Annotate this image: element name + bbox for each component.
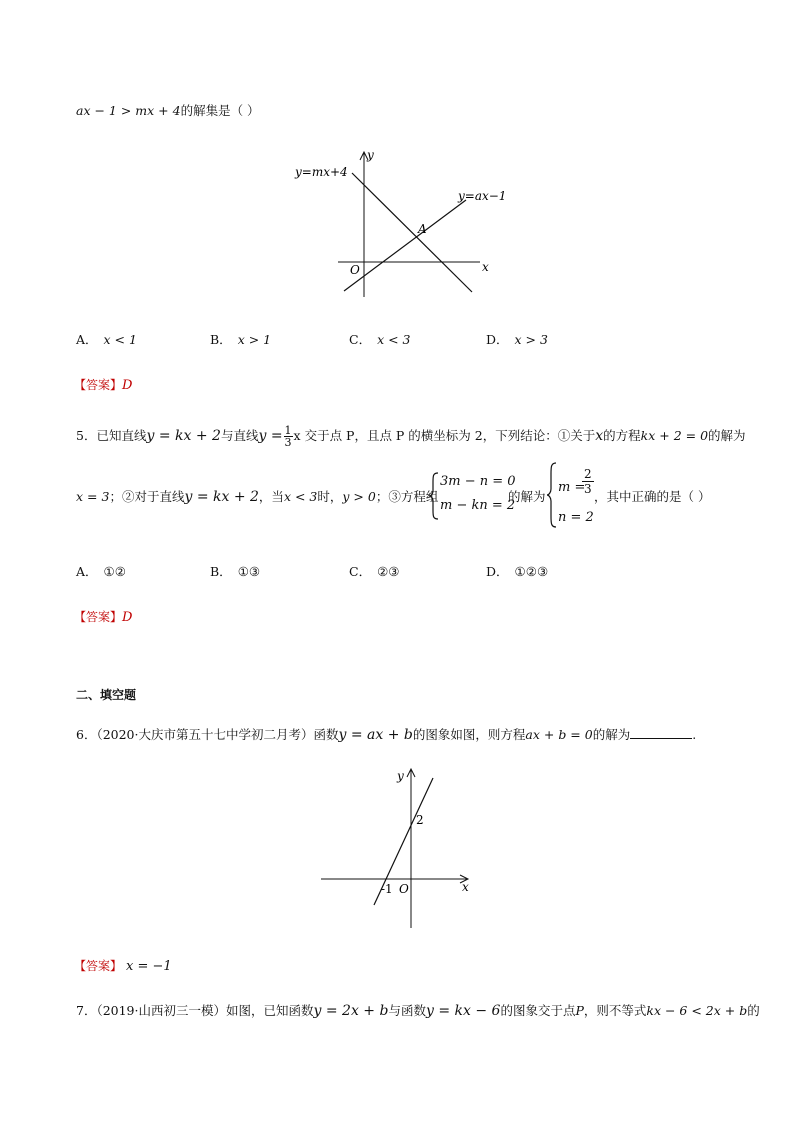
q4-stem-text: 的解集是（ ） xyxy=(180,103,260,118)
q6-answer-label: 【答案】 xyxy=(74,959,123,973)
q4-point-a-label: A xyxy=(418,222,427,236)
q4-option-c[interactable]: C． x < 3 xyxy=(349,332,411,347)
q6-x-label: x xyxy=(462,880,469,894)
q5-system-2-frac: 2 3 xyxy=(584,467,592,496)
q6-stem: 6．（2020·大庆市第五十七中学初二月考）函数y = ax + b的图象如图，则方程ax + b = 0的解为 . xyxy=(76,727,697,743)
q4-option-d[interactable]: D． x > 3 xyxy=(486,332,548,347)
section-title-fill-in: 二、填空题 xyxy=(76,688,137,702)
q4-option-a[interactable]: A． x < 1 xyxy=(76,332,137,347)
q4-line-mx4 xyxy=(352,173,472,292)
q7-stem: 7．（2019·山西初三一模）如图，已知函数y = 2x + b与函数y = kx − 6的图象交于点P，则不等式kx − 6 < 2x + b的 xyxy=(76,1003,760,1019)
q5-system-2-m: m = xyxy=(558,480,586,495)
q5-system-1 xyxy=(428,472,516,520)
q4-option-b[interactable]: B． x > 1 xyxy=(210,332,272,347)
q6-answer-value: x = −1 xyxy=(126,959,172,974)
q6-y-label: y xyxy=(397,769,404,783)
q5-line1: 5．已知直线y = kx + 2与直线y = $\frac{1}{3}$ x 交于点 P，且点 P 的横坐标为 2，下列结论：①关于x的方程kx + 2 = 0的解为 xyxy=(76,424,746,449)
q5-option-a[interactable]: A． ①② xyxy=(76,564,126,579)
q5-system-2-brace xyxy=(546,462,558,528)
q4-x-label: x xyxy=(482,260,489,274)
q6-answer xyxy=(74,955,172,974)
q4-origin-label: O xyxy=(350,263,360,277)
q4-y-label: y xyxy=(367,148,374,162)
q4-stem-math: ax − 1 > mx + 4 xyxy=(76,103,181,118)
q6-graph xyxy=(315,762,480,932)
q4-answer-label: 【答案】 xyxy=(74,378,123,392)
q4-answer xyxy=(74,374,132,393)
q5-line2-end: ，其中正确的是（ ） xyxy=(594,489,711,504)
q4-label-mx4: y=mx+4 xyxy=(295,165,348,179)
q4-stem xyxy=(76,102,260,120)
q4-answer-value: D xyxy=(122,378,133,393)
q5-fraction: $\frac{1}{3}$ xyxy=(284,424,292,449)
q6-answer-blank[interactable] xyxy=(630,726,692,739)
q5-answer-value: D xyxy=(122,610,133,625)
q5-line2-sol: 的解为 xyxy=(508,489,546,504)
q5-system-1-eq1: 3m − n = 0 xyxy=(440,474,516,489)
q4-line-ax1 xyxy=(344,200,466,291)
q5-system-2-n: n = 2 xyxy=(558,510,594,525)
q5-option-d[interactable]: D． ①②③ xyxy=(486,564,549,579)
q6-origin-label: O xyxy=(399,882,409,896)
q5-answer xyxy=(74,606,132,625)
q6-y-intercept-label: 2 xyxy=(416,813,424,827)
q5-system-1-brace xyxy=(428,472,440,520)
q5-system-1-eq2: m − kn = 2 xyxy=(440,498,516,513)
q4-label-ax1: y=ax−1 xyxy=(458,189,507,203)
q5-answer-label: 【答案】 xyxy=(74,610,123,624)
q5-option-c[interactable]: C． ②③ xyxy=(349,564,400,579)
q5-option-b[interactable]: B． ①③ xyxy=(210,564,261,579)
q5-line2: x = 3；②对于直线y = kx + 2，当x < 3时，y > 0；③方程组 xyxy=(76,489,439,505)
q4-graph xyxy=(280,145,520,305)
q6-x-intercept-label: -1 xyxy=(381,882,393,896)
